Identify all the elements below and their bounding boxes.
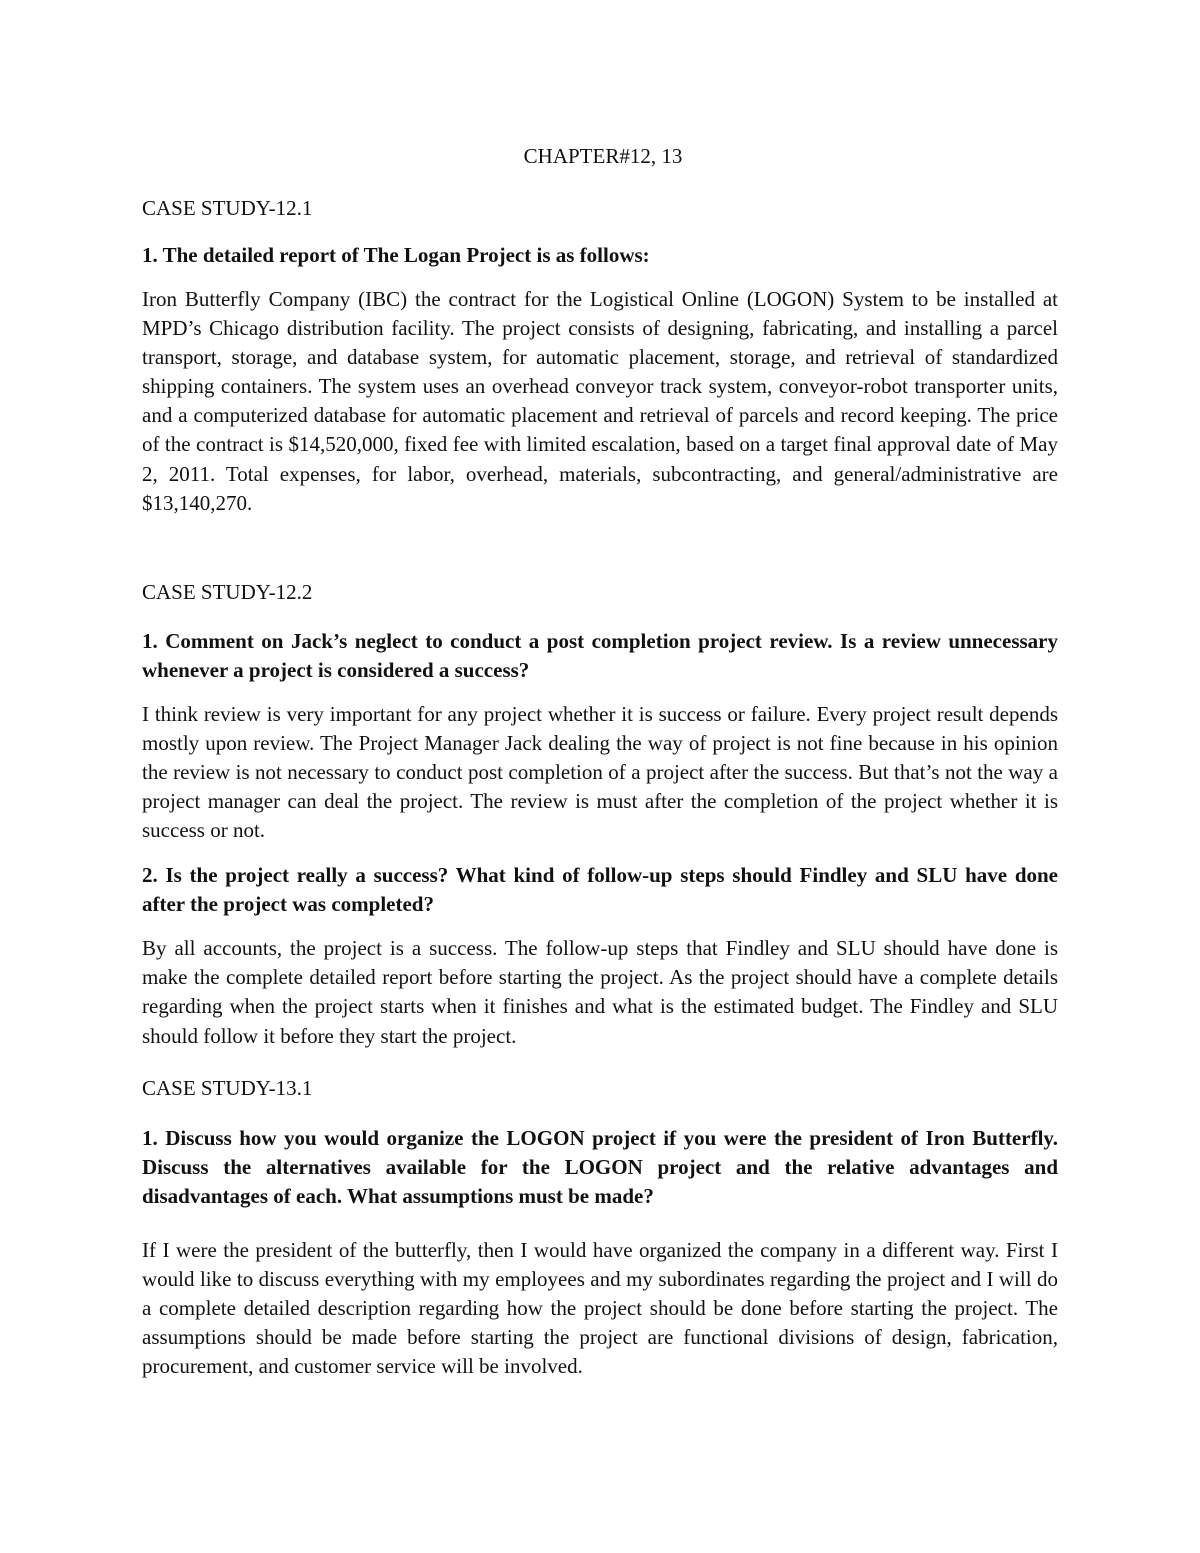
question: 1. The detailed report of The Logan Project is as follows:: [142, 243, 650, 267]
case-study-heading: CASE STUDY-13.1: [142, 1075, 313, 1100]
case-study-12-2: [142, 576, 1058, 1051]
case-study-heading: CASE STUDY-12.2: [142, 579, 313, 604]
case-study-heading: CASE STUDY-12.1: [142, 196, 313, 220]
question: 1. Discuss how you would organize the LOGON project if you were the president of Iron Butterfly. Discuss the alternatives available for the LOGON project and the relative advantages and disadvantages of each. What assumptions must be made?: [142, 1125, 1058, 1208]
case-study-13-1: [142, 1072, 1058, 1381]
question: 2. Is the project really a success? What kind of follow-up steps should Findley and SLU have done after the project was completed?: [142, 863, 1058, 917]
case-study-12-1: [142, 192, 1058, 518]
answer: By all accounts, the project is a success. The follow-up steps that Findley and SLU should have done is make the complete detailed report before starting the project. As the project should have a complete details regarding when the project starts when it finishes and what is the estimated budget. The Findley and SLU should follow it before they start the project.: [142, 936, 1058, 1048]
answer: If I were the president of the butterfly, then I would have organized the company in a different way. First I would like to discuss everything with my employees and my subordinates regarding the project and I will do a complete detailed description regarding how the project should be done before starting the project. The assumptions should be made before starting the project are functional divisions of design, fabrication, procurement, and customer service will be involved.: [142, 1237, 1058, 1378]
document-body: [142, 140, 1058, 1381]
question: 1. Comment on Jack’s neglect to conduct a post completion project review. Is a review unnecessary whenever a project is considered a success?: [142, 628, 1058, 682]
chapter-title: CHAPTER#12, 13: [523, 144, 683, 168]
answer: I think review is very important for any project whether it is success or failure. Every project result depends mostly upon review. The Project Manager Jack dealing the way of project is not fine because in his opinion the review is not necessary to conduct post completion of a project after the success. But that’s not the way a project manager can deal the project. The review is must after the completion of the project whether it is success or not.: [142, 701, 1058, 843]
answer: Iron Butterfly Company (IBC) the contract for the Logistical Online (LOGON) System to be installed at MPD’s Chicago distribution facility. The project consists of designing, fabricating, and installing a parcel transport, storage, and database system, for automatic placement, storage, and retrieval of standardized shipping containers. The system uses an overhead conveyor track system, conveyor-robot transporter units, and a computerized database for automatic placement and retrieval of parcels and record keeping. The price of the contract is $14,520,000, fixed fee with limited escalation, based on a target final approval date of May 2, 2011. Total expenses, for labor, overhead, materials, subcontracting, and general/administrative are $13,140,270.: [142, 287, 1058, 515]
